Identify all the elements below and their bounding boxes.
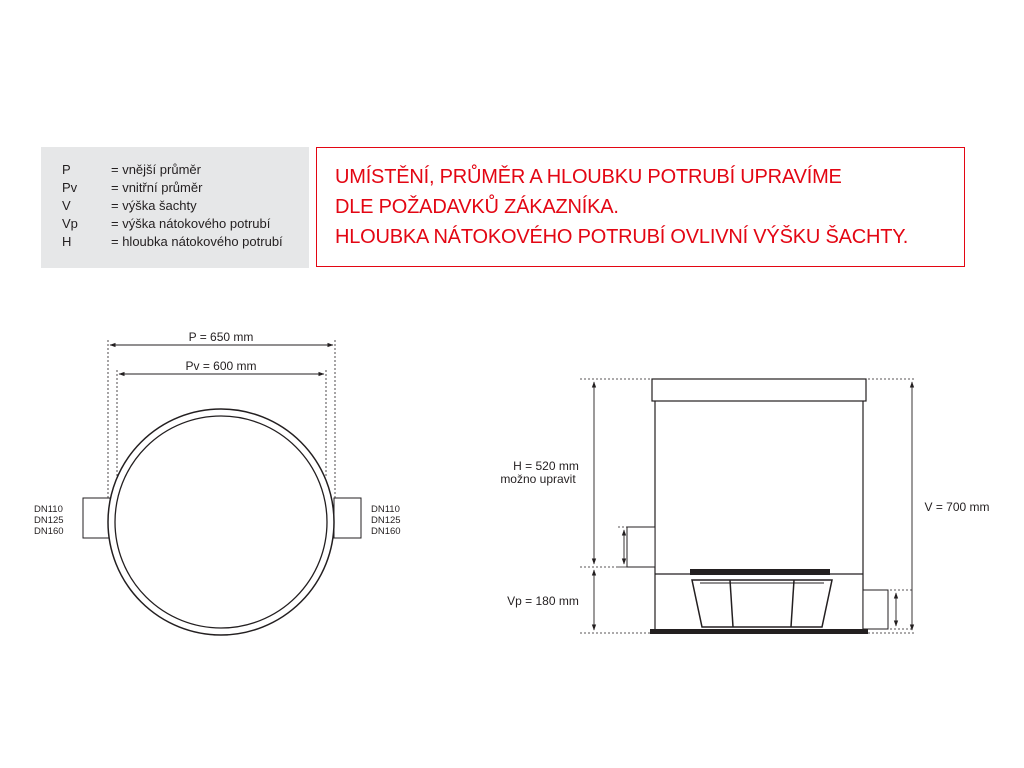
right-pipe-size-1: DN110 — [371, 504, 400, 515]
right-pipe-stub — [334, 498, 361, 538]
left-pipe-size-1: DN110 — [34, 504, 63, 515]
pv-dimension-label: Pv = 600 mm — [185, 359, 257, 373]
legend-symbol: Pv — [62, 180, 78, 195]
separator-plate — [690, 569, 830, 575]
legend-definition: = vnější průměr — [111, 162, 201, 177]
legend-definition: = výška šachty — [111, 198, 197, 213]
legend-symbol: H — [62, 234, 72, 249]
inlet-pipe — [627, 527, 655, 567]
outer-circle — [108, 409, 334, 635]
v-dimension-label: V = 700 mm — [924, 500, 990, 514]
p-dimension-label: P = 650 mm — [188, 330, 254, 344]
legend-symbol: P — [62, 162, 71, 177]
shaft-top-rim — [652, 379, 866, 401]
vp-dimension-label: Vp = 180 mm — [507, 594, 579, 608]
top-view — [34, 330, 401, 635]
outlet-pipe — [863, 590, 888, 629]
notice-line-3: HLOUBKA NÁTOKOVÉHO POTRUBÍ OVLIVNÍ VÝŠKU ŠACHTY. — [335, 226, 909, 248]
h-dimension-label: H = 520 mm — [513, 459, 579, 473]
left-pipe-size-3: DN160 — [34, 526, 64, 537]
legend-symbol: Vp — [62, 216, 78, 231]
right-pipe-size-3: DN160 — [371, 526, 401, 537]
left-pipe-size-2: DN125 — [34, 515, 64, 526]
notice-line-2: DLE POŽADAVKŮ ZÁKAZNÍKA. — [335, 196, 619, 218]
h-dimension-note: možno upravit — [500, 472, 576, 486]
legend-definition: = výška nátokového potrubí — [111, 216, 271, 231]
sump-basket — [692, 580, 832, 627]
base-plate — [650, 629, 868, 634]
side-view — [500, 379, 989, 634]
legend-definition: = vnitřní průměr — [111, 180, 203, 195]
left-pipe-stub — [83, 498, 110, 538]
notice-line-1: UMÍSTĚNÍ, PRŮMĚR A HLOUBKU POTRUBÍ UPRAVÍME — [335, 166, 842, 188]
legend-symbol: V — [62, 198, 71, 213]
legend-definition: = hloubka nátokového potrubí — [111, 234, 283, 249]
right-pipe-size-2: DN125 — [371, 515, 401, 526]
